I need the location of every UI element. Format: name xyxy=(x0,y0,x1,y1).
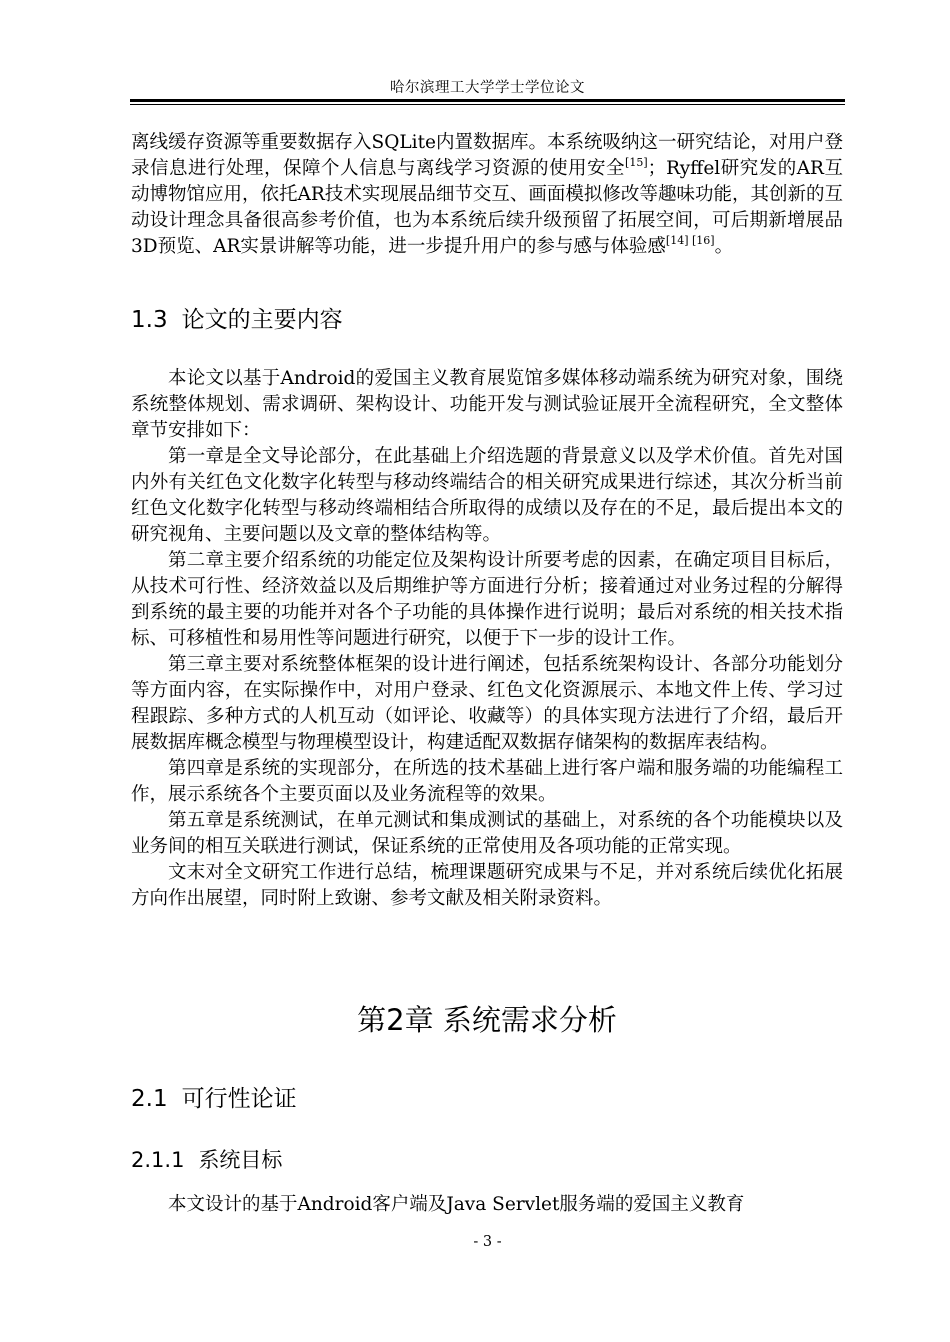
paragraph-text: 。 xyxy=(714,236,734,257)
section-title: 可行性论证 xyxy=(181,1086,297,1112)
section-heading-2-1 xyxy=(131,1083,297,1115)
paragraph-text: ；Ryffel研究发的AR互动博物馆应用，依托AR技术实现展品细节交互、画面模拟修改等趣味功能，其创新的互动设计理念具备很高参考价值，也为本系统后续升级预留了拓展空间，可后期新增展品3D预览、AR实景讲解等功能，进一步提升用户的参与感与体验感 xyxy=(131,158,843,257)
paragraph-text: 离线缓存资源等重要数据存入SQLite内置数据库。本系统吸纳这一研究结论，对用户登录信息进行处理，保障个人信息与离线学习资源的使用安全 xyxy=(131,132,843,179)
section-heading-1-3 xyxy=(131,304,343,336)
citation-mark: [15] xyxy=(625,156,648,169)
body-paragraph: 本论文以基于Android的爱国主义教育展览馆多媒体移动端系统为研究对象，围绕系统整体规划、需求调研、架构设计、功能开发与测试验证展开全流程研究，全文整体章节安排如下： xyxy=(131,368,843,441)
header-rule-thick xyxy=(130,99,845,102)
citation-mark: [14] [16] xyxy=(665,234,715,247)
body-paragraph: 本文设计的基于Android客户端及Java Servlet服务端的爱国主义教育 xyxy=(168,1194,745,1215)
subsection-heading-2-1-1 xyxy=(131,1145,282,1175)
section-number: 2.1 xyxy=(131,1086,168,1112)
page-number: - 3 - xyxy=(473,1234,502,1250)
body-paragraph: 第一章是全文导论部分，在此基础上介绍选题的背景意义以及学术价值。首先对国内外有关红色文化数字化转型与移动终端结合的相关研究成果进行综述，其次分析当前红色文化数字化转型与移动终端相结合所取得的成绩以及存在的不足，最后提出本文的研究视角、主要问题以及文章的整体结构等。 xyxy=(131,446,843,545)
body-paragraph: 第三章主要对系统整体框架的设计进行阐述，包括系统架构设计、各部分功能划分等方面内容，在实际操作中，对用户登录、红色文化资源展示、本地文件上传、学习过程跟踪、多种方式的人机互动（如评论、收藏等）的具体实现方法进行了介绍，最后开展数据库概念模型与物理模型设计，构建适配双数据存储架构的数据库表结构。 xyxy=(131,654,843,753)
section-2-1-1-body xyxy=(131,1192,843,1218)
body-paragraph: 第四章是系统的实现部分，在所选的技术基础上进行客户端和服务端的功能编程工作，展示系统各个主要页面以及业务流程等的效果。 xyxy=(131,758,843,805)
section-title: 论文的主要内容 xyxy=(181,307,343,333)
subsection-number: 2.1.1 xyxy=(131,1148,185,1172)
continued-paragraph xyxy=(131,130,843,260)
header-rule-thin xyxy=(130,104,845,105)
running-header: 哈尔滨理工大学学士学位论文 xyxy=(390,80,585,96)
body-paragraph: 文末对全文研究工作进行总结，梳理课题研究成果与不足，并对系统后续优化拓展方向作出展望，同时附上致谢、参考文献及相关附录资料。 xyxy=(131,862,843,909)
body-paragraph: 第五章是系统测试，在单元测试和集成测试的基础上，对系统的各个功能模块以及业务间的相互关联进行测试，保证系统的正常使用及各项功能的正常实现。 xyxy=(131,810,843,857)
section-1-3-body xyxy=(131,366,843,912)
section-number: 1.3 xyxy=(131,307,168,333)
chapter-title: 第2章 系统需求分析 xyxy=(357,1003,617,1037)
subsection-title: 系统目标 xyxy=(198,1148,283,1172)
body-paragraph: 第二章主要介绍系统的功能定位及架构设计所要考虑的因素，在确定项目目标后，从技术可行性、经济效益以及后期维护等方面进行分析；接着通过对业务过程的分解得到系统的最主要的功能并对各个子功能的具体操作进行说明；最后对系统的相关技术指标、可移植性和易用性等问题进行研究，以便于下一步的设计工作。 xyxy=(131,550,843,649)
